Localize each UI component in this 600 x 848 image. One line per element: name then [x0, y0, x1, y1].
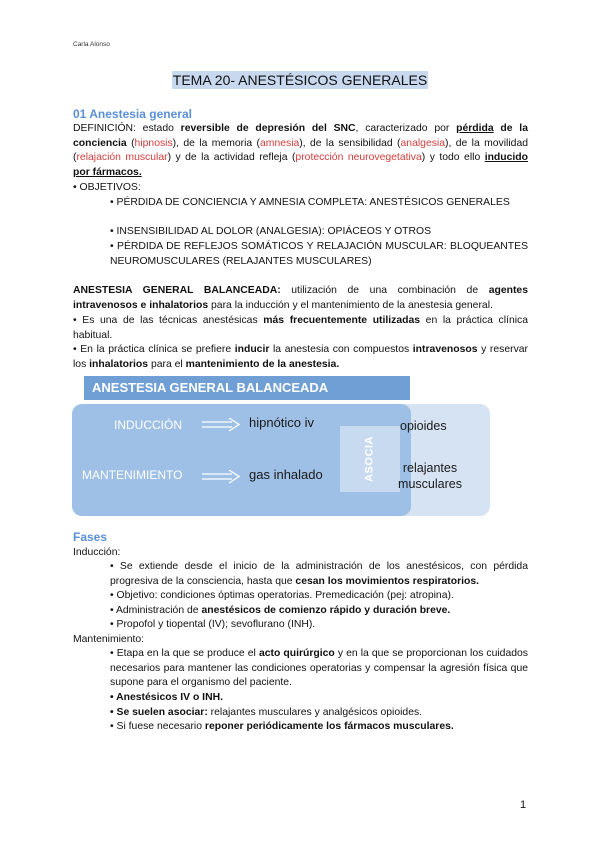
def-text: ), de la memoria (: [172, 137, 261, 149]
bal-text: utilización de una combinación de: [280, 285, 489, 296]
bal-bold: inhalatorios: [89, 358, 149, 370]
bal-bold: agentes intravenosos e inhalatorios: [73, 285, 528, 311]
bal-bold: más frecuentemente utilizadas: [263, 315, 421, 326]
def-text: ) y de la actividad refleja (: [167, 152, 296, 164]
def-bold: reversible de depresión del SNC: [180, 123, 356, 134]
fase-bold: • Se suelen asociar:: [110, 707, 208, 718]
diagram-header-text: ANESTESIA GENERAL BALANCEADA: [92, 380, 329, 395]
fase-bold: anestésicos de comienzo rápido y duración breve.: [201, 605, 451, 616]
definition-paragraph: [73, 122, 528, 180]
def-underline: inducido por fármacos.: [73, 152, 528, 178]
induccion-heading: Inducción:: [73, 547, 121, 558]
induccion-item: [110, 604, 528, 619]
arrow-right-icon: [202, 418, 242, 432]
asocia-item-relajantes: relajantes musculares: [398, 461, 462, 491]
def-text: DEFINICIÓN: estado: [73, 123, 181, 134]
bal-bold: inducir: [234, 344, 270, 355]
fase-bold: reponer periódicamente los fármacos musculares.: [204, 721, 454, 732]
page-number: 1: [520, 799, 527, 811]
page-title: TEMA 20- ANESTÉSICOS GENERALES: [172, 72, 428, 88]
bal-bold: ANESTESIA GENERAL BALANCEADA:: [73, 285, 281, 296]
balanceada-diagram: [72, 376, 490, 521]
def-red: relajación muscular: [76, 152, 168, 164]
asocia-item-opioides: opioides: [400, 419, 447, 433]
diagram-header: [84, 376, 410, 400]
induccion-value: hipnótico iv: [249, 415, 315, 430]
fase-text: • Se extiende desde el inicio de la administración de los anestésicos, con pérdida progresiva de la consciencia, hasta que: [110, 561, 528, 587]
bal-text: • En la práctica clínica se prefiere: [73, 344, 235, 355]
fase-text: • Si fuese necesario: [110, 721, 205, 732]
fase-bold: • Anestésicos IV o INH.: [110, 692, 223, 703]
section-heading-fases: Fases: [73, 530, 108, 544]
arrow-right-icon: [202, 470, 242, 484]
fase-text: relajantes musculares y analgésicos opioides.: [207, 707, 423, 718]
fase-text: • Etapa en la que se produce el: [110, 648, 259, 659]
def-red: amnesia: [260, 137, 300, 149]
mantenimiento-item: [110, 720, 528, 735]
induccion-item: • Propofol y tiopental (IV); sevoflurano (INH).: [110, 619, 316, 630]
def-red: protección neurovegetativa: [295, 152, 422, 164]
def-underline: pérdida: [456, 123, 494, 134]
diagram-asocia-tab: [340, 426, 400, 492]
title-wrap: [0, 71, 600, 91]
def-text: , caracterizado por: [355, 123, 457, 134]
mantenimiento-item: [110, 647, 528, 691]
def-text: ), de la movilidad (: [73, 137, 528, 164]
induccion-label: INDUCCIÓN: [114, 418, 182, 432]
bal-text: • Es una de las técnicas anestésicas: [73, 315, 264, 326]
def-text: (: [126, 137, 135, 149]
mantenimiento-label: MANTENIMIENTO: [82, 468, 183, 482]
bal-text: en la práctica clínica habitual.: [73, 315, 529, 341]
objetivo-item: • PÉRDIDA DE CONCIENCIA Y AMNESIA COMPLETA: ANESTÉSICOS GENERALES: [110, 197, 510, 208]
mantenimiento-item: [110, 706, 528, 721]
def-text: ), de la sensibilidad (: [299, 137, 401, 149]
asocia-label: ASOCIA: [363, 436, 376, 482]
objetivo-item: • INSENSIBILIDAD AL DOLOR (ANALGESIA): OPIÁCEOS Y OTROS: [110, 226, 432, 237]
bal-text: para el: [148, 358, 186, 370]
def-text: ) y todo ello: [421, 152, 485, 164]
def-red: analgesia: [400, 137, 446, 149]
balanceada-bullet-1: [73, 314, 528, 343]
mantenimiento-value: gas inhalado: [249, 467, 323, 482]
fase-bold: cesan los movimientos respiratorios.: [295, 575, 480, 587]
fase-text: • Administración de: [110, 605, 202, 616]
bal-text: y reservar los: [73, 344, 529, 370]
balanceada-bullet-2: [73, 343, 528, 372]
section-heading-anestesia: 01 Anestesia general: [73, 107, 192, 121]
bal-bold: intravenosos: [412, 344, 478, 355]
def-bold: de la conciencia: [73, 123, 528, 149]
induccion-item: [110, 560, 528, 589]
bal-text: para la inducción y el mantenimiento de la anestesia general.: [208, 299, 493, 311]
objetivo-item: • PÉRDIDA DE REFLEJOS SOMÁTICOS Y RELAJACIÓN MUSCULAR: BLOQUEANTES NEUROMUSCULARES (RELAJANTES MUSCULARES): [110, 241, 528, 267]
balanceada-paragraph: [73, 284, 528, 313]
fase-text: y en la que se proporcionan los cuidados necesarios para mantener las condiciones operatorias y compensar la agresión física que supone para el organismo del paciente.: [110, 648, 528, 689]
mantenimiento-heading: Mantenimiento:: [73, 634, 145, 645]
objetivos-label: • OBJETIVOS:: [73, 182, 141, 193]
def-red: hipnosis: [134, 137, 173, 149]
bal-text: la anestesia con compuestos: [269, 344, 413, 355]
bal-bold: mantenimiento de la anestesia.: [185, 358, 340, 370]
mantenimiento-item: [110, 691, 528, 706]
fase-bold: acto quirúrgico: [258, 648, 335, 659]
author-name: Carla Alonso: [73, 41, 110, 48]
induccion-item: • Objetivo: condiciones óptimas operatorias. Premedicación (pej: atropina).: [110, 590, 454, 601]
